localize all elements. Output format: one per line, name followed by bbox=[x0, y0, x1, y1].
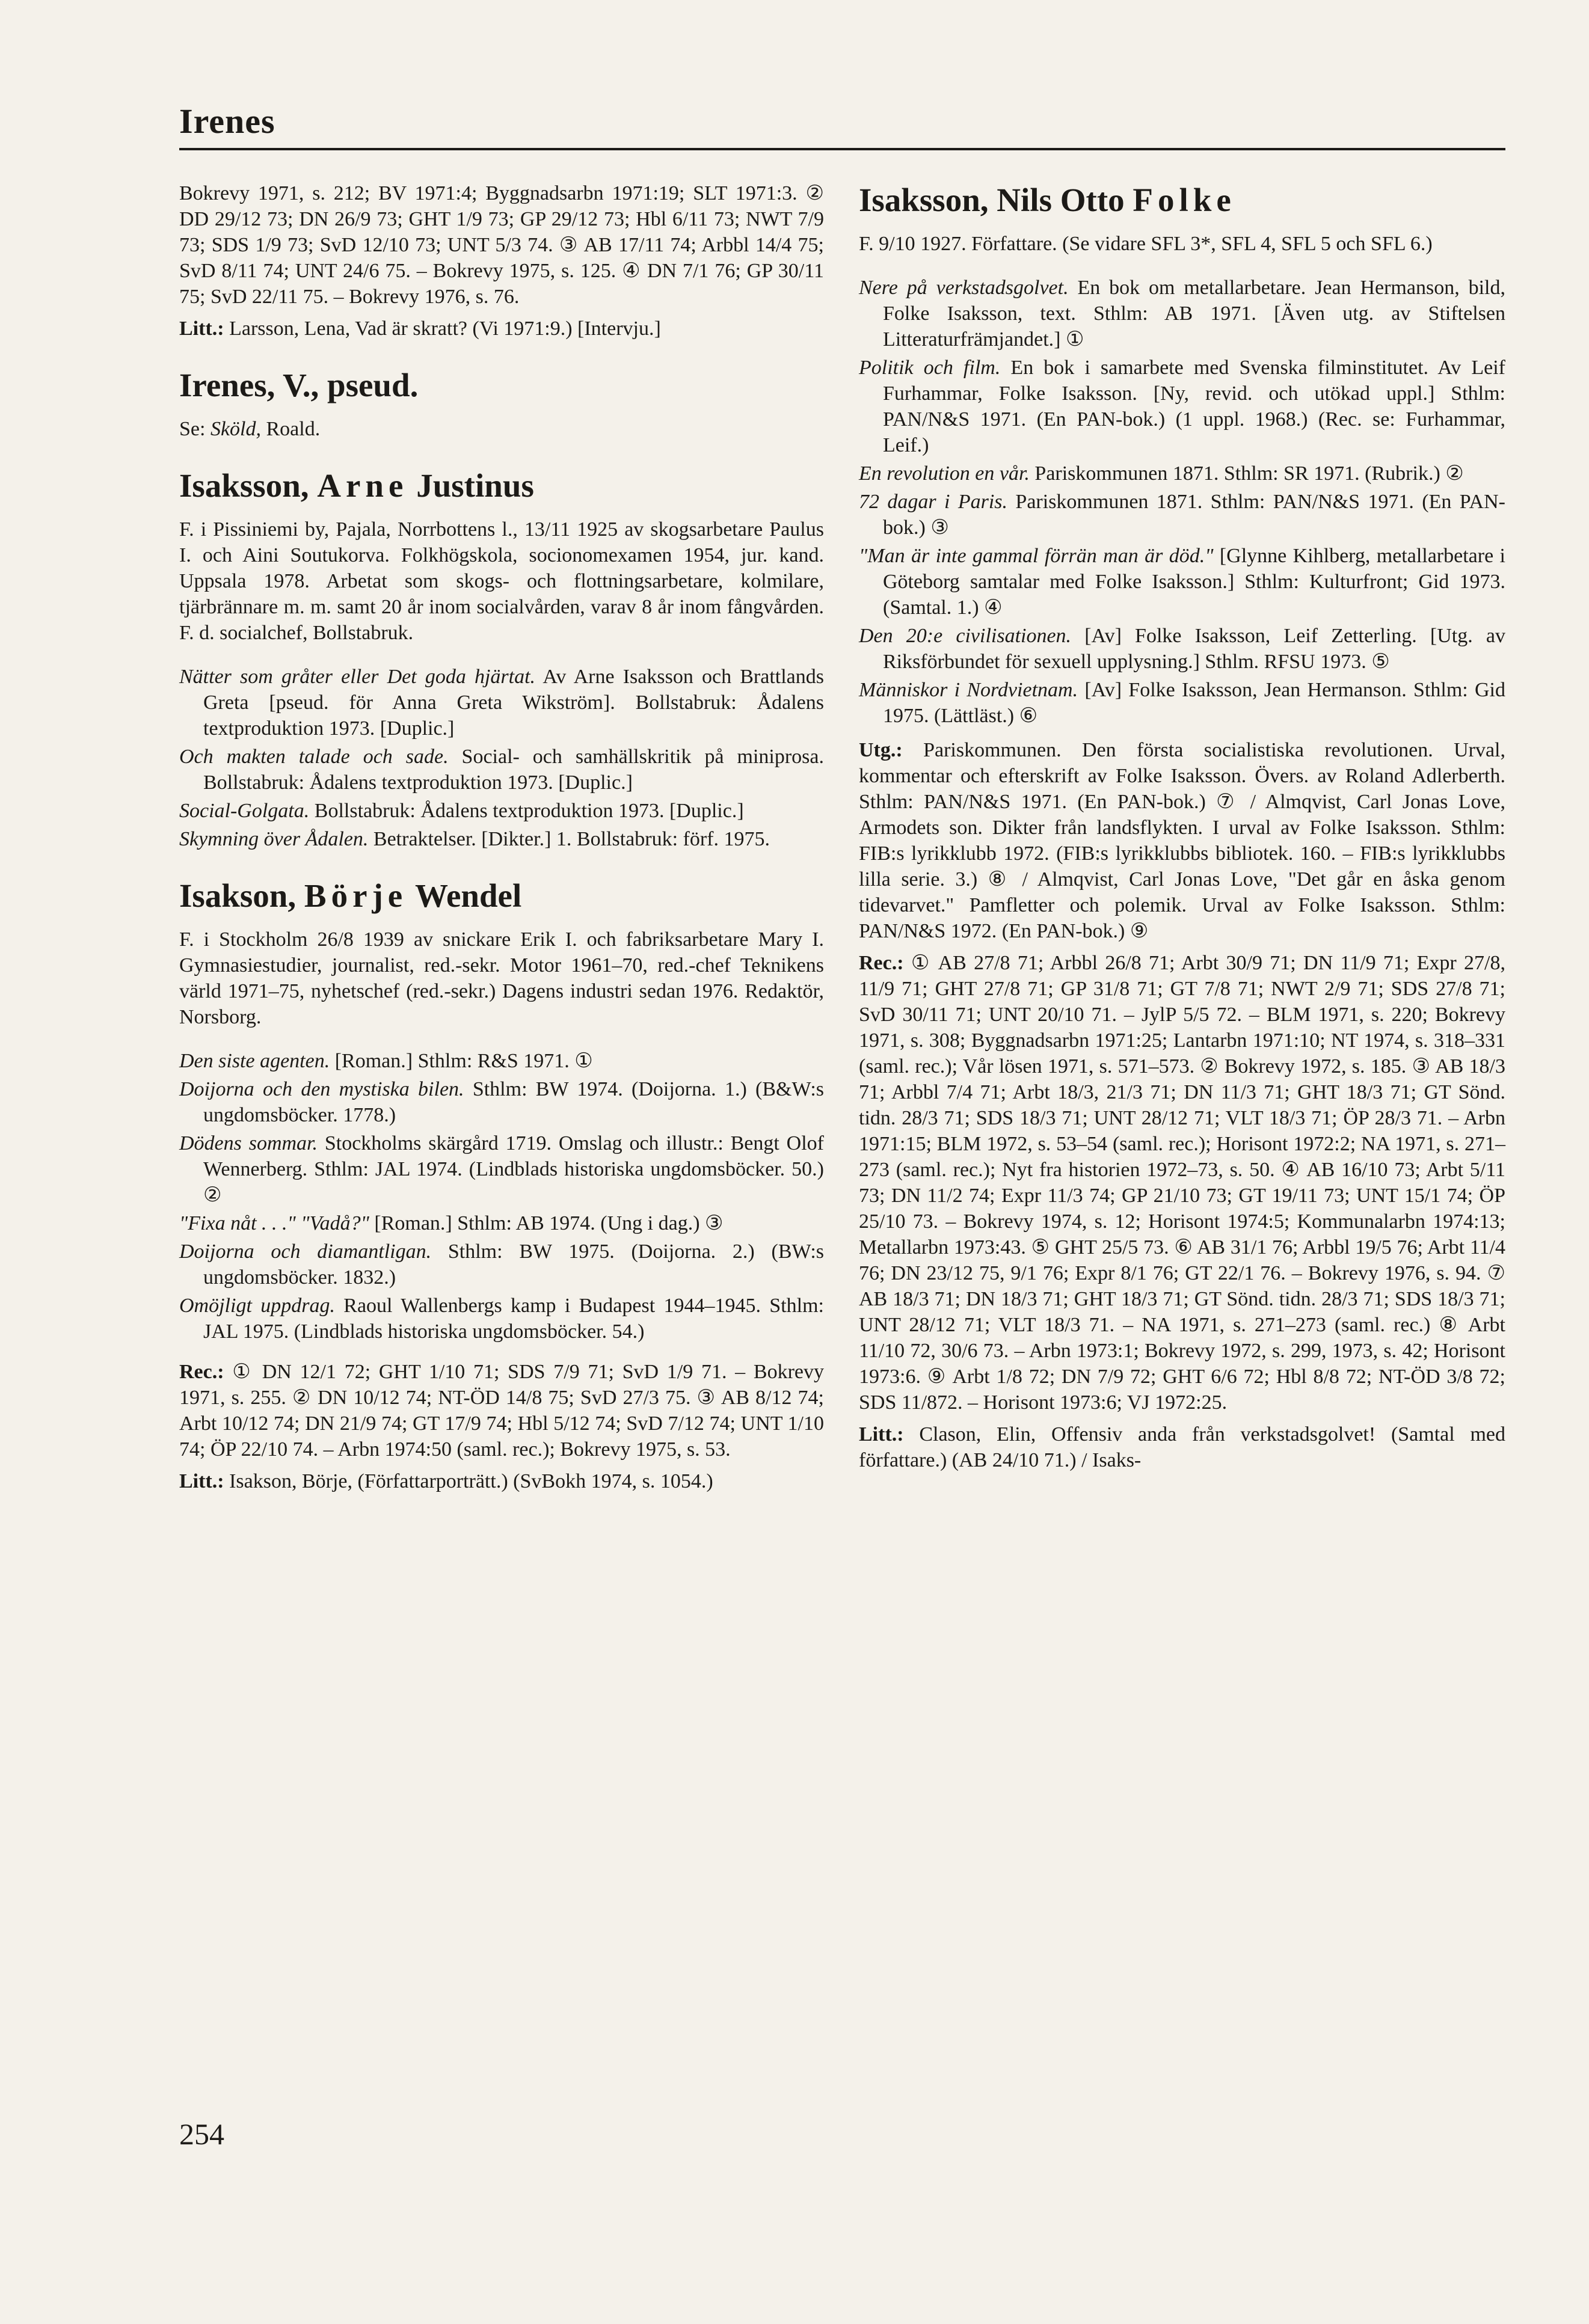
work-item bbox=[179, 798, 824, 824]
work-rest: Bollstabruk: Ådalens textproduktion 1973. [Duplic.] bbox=[309, 800, 744, 822]
litt-text: Larsson, Lena, Vad är skratt? (Vi 1971:9.) [Intervju.] bbox=[224, 317, 661, 340]
work-title: Omöjligt uppdrag. bbox=[179, 1295, 335, 1317]
title-pre: Isaksson, bbox=[179, 467, 318, 504]
folke-litt bbox=[859, 1421, 1505, 1473]
work-title: Social-Golgata. bbox=[179, 800, 310, 822]
title-pre: Isakson, bbox=[179, 877, 304, 914]
spacer bbox=[179, 1036, 824, 1048]
work-title: Skymning över Ådalen. bbox=[179, 828, 369, 850]
work-rest: En bok om metallarbetare. Jean Hermanson, bild, Folke Isaksson, text. Sthlm: AB 1971. [Även utg. av Stiftelsen Litteraturfrämjandet.] ① bbox=[883, 277, 1505, 351]
title-post: Justinus bbox=[408, 467, 534, 504]
litt-label: Litt.: bbox=[179, 317, 224, 340]
rec-text: ① AB 27/8 71; Arbbl 26/8 71; Arbt 30/9 71; DN 11/9 71; Expr 27/8, 11/9 71; GHT 27/8 71; GP 31/8 71; GT 7/8 71; NWT 2/9 71; SDS 27/8 71; SvD 30/11 71; UNT 20/10 71. – JylP 5/5 72. – BLM 1971, s. 220; Bokrevy 1971, s. 308; Byggnadsarbn 1971:25; Lantarbn 1971:10; NT 1974, s. 318–331 (saml. rec.); Vår lösen 1971, s. 571–573. ② Bokrevy 1972, s. 185. ③ AB 18/3 71; Arbbl 7/4 71; Arbt 18/3, 21/3 71; DN 11/3 71; GHT 18/3 71; GT Sönd. tidn. 28/3 71; SDS 18/3 71; UNT 28/12 71; VLT 18/3 71; ÖP 28/3 71. – Arbn 1971:15; BLM 1972, s. 53–54 (saml. rec.); Horisont 1972:2; NA 1971, s. 271–273 (saml. rec.); Nyt fra historien 1972–73, s. 50. ④ AB 16/10 73; Arbt 5/11 73; DN 11/2 74; Expr 11/3 74; GP 21/10 73; GT 19/11 73; UNT 15/1 74; ÖP 25/10 73. – Bokrevy 1974, s. 12; Horisont 1974:5; Kommunalarbn 1974:13; Metallarbn 1973:43. ⑤ GHT 25/5 73. ⑥ AB 31/1 76; Arbbl 19/5 76; Arbt 11/4 76; DN 23/12 75, 9/1 76; Expr 8/1 76; GT 22/1 76. – Bokrevy 1976, s. 94. ⑦ AB 18/3 71; DN 18/3 71; GHT 18/3 71; GT Sönd. tidn. 28/3 71; SDS 18/3 71; UNT 28/12 71; VLT 18/3 71. – NA 1971, s. 271–273 (saml. rec.) ⑧ Arbt 11/10 72, 30/6 73. – Arbn 1973:1; Bokrevy 1972, s. 299, 1973, s. 42; Horisont 1973:6. ⑨ Arbt 1/8 72; DN 7/9 72; GHT 6/6 72; Hbl 8/8 72; NT-ÖD 3/8 72; SDS 11/872. – Horisont 1973:6; VJ 1972:25. bbox=[859, 952, 1505, 1414]
spacer bbox=[179, 652, 824, 664]
work-item bbox=[859, 275, 1505, 352]
folke-utg bbox=[859, 737, 1505, 944]
rec-label: Rec.: bbox=[859, 952, 904, 974]
work-item bbox=[179, 1239, 824, 1290]
irenes-continuation: Bokrevy 1971, s. 212; BV 1971:4; Byggnadsarbn 1971:19; SLT 1971:3. ② DD 29/12 73; DN 26/9 73; GHT 1/9 73; GP 29/12 73; Hbl 6/11 73; NWT 7/9 73; SDS 1/9 73; SvD 12/10 73; UNT 5/3 74. ③ AB 17/11 74; Arbbl 14/4 75; SvD 8/11 74; UNT 24/6 75. – Bokrevy 1975, s. 125. ④ DN 7/1 76; GP 30/11 75; SvD 22/11 75. – Bokrevy 1976, s. 76. bbox=[179, 182, 824, 308]
work-item bbox=[179, 1076, 824, 1128]
work-item bbox=[179, 1048, 824, 1074]
work-rest: Raoul Wallenbergs kamp i Budapest 1944–1945. Sthlm: JAL 1975. (Lindblads historiska ungdomsböcker. 54.) bbox=[203, 1295, 824, 1343]
work-rest: Betraktelser. [Dikter.] 1. Bollstabruk: förf. 1975. bbox=[368, 828, 770, 850]
entry-title-folke bbox=[859, 180, 1505, 220]
work-rest: En bok i samarbete med Svenska filminstitutet. Av Leif Furhammar, Folke Isaksson. [Ny, revid. och utökad uppl.] Sthlm: PAN/N&S 1971. (En PAN-bok.) (1 uppl. 1968.) (Rec. se: Furhammar, Leif.) bbox=[883, 357, 1505, 456]
litt-text: Isakson, Börje, (Författarporträtt.) (SvBokh 1974, s. 1054.) bbox=[224, 1470, 713, 1492]
work-item bbox=[859, 461, 1505, 486]
see-rest: Roald. bbox=[261, 418, 321, 440]
spacer bbox=[859, 731, 1505, 737]
work-title: Doijorna och den mystiska bilen. bbox=[179, 1078, 464, 1100]
entry-title-borje bbox=[179, 876, 824, 916]
see-name: Sköld, bbox=[210, 418, 261, 440]
work-title: En revolution en vår. bbox=[859, 462, 1030, 485]
litt-text: Clason, Elin, Offensiv anda från verkstadsgolvet! (Samtal med författare.) (AB 24/10 71.) / Isaks- bbox=[859, 1423, 1505, 1471]
work-title: Politik och film. bbox=[859, 357, 1001, 379]
work-item bbox=[859, 623, 1505, 675]
work-rest: Stockholms skärgård 1719. Omslag och illustr.: Bengt Olof Wennerberg. Sthlm: JAL 1974. (Lindblads historiska ungdomsböcker. 50.) ② bbox=[203, 1132, 824, 1206]
arne-bio: F. i Pissiniemi by, Pajala, Norrbottens l., 13/11 1925 av skogsarbetare Paulus I. och Aini Soutukorva. Folkhögskola, socionomexamen 1954, jur. kand. Uppsala 1978. Arbetat som skogs- och flottningsarbetare, kolmilare, tjärbrännare m. m. samt 20 år inom socialvården, varav 8 år inom fångvården. F. d. socialchef, Bollstabruk. bbox=[179, 518, 824, 644]
borje-litt bbox=[179, 1468, 824, 1494]
work-item bbox=[179, 1293, 824, 1344]
rec-text: ① DN 12/1 72; GHT 1/10 71; SDS 7/9 71; SvD 1/9 71. – Bokrevy 1971, s. 255. ② DN 10/12 74; NT-ÖD 14/8 75; SvD 27/3 75. ③ AB 8/12 74; Arbt 10/12 74; DN 21/9 74; GT 17/9 74; Hbl 5/12 74; SvD 7/12 74; UNT 1/10 74; ÖP 22/10 74. – Arbn 1974:50 (saml. rec.); Bokrevy 1975, s. 53. bbox=[179, 1361, 824, 1461]
work-item bbox=[179, 664, 824, 741]
litt-label: Litt.: bbox=[859, 1423, 904, 1446]
work-title: Människor i Nordvietnam. bbox=[859, 679, 1078, 701]
utg-text: Pariskommunen. Den första socialistiska revolutionen. Urval, kommentar och efterskrift av Folke Isaksson. Övers. av Roland Adlerberth. Sthlm: PAN/N&S 1971. (En PAN-bok.) ⑦ / Almqvist, Carl Jonas Love, Armodets son. Dikter från landsflykten. I urval av Folke Isaksson. Sthlm: FIB:s lyrikklubb 1972. (FIB:s lyrikklubbs bibliotek. 160. – FIB:s lyrikklubbs lilla serie. 3.) ⑧ / Almqvist, Carl Jonas Love, "Det går en åska genom tidevarvet." Pamfletter och polemik. Urval av Folke Isaksson. Sthlm: PAN/N&S 1972. (En PAN-bok.) ⑨ bbox=[859, 739, 1505, 942]
work-title: "Man är inte gammal förrän man är död." bbox=[859, 545, 1214, 567]
work-rest: [Av] Folke Isaksson, Jean Hermanson. Sthlm: Gid 1975. (Lättläst.) ⑥ bbox=[883, 679, 1505, 727]
work-rest: [Roman.] Sthlm: R&S 1971. ① bbox=[330, 1050, 593, 1072]
entry-title-irenes-v: Irenes, V., pseud. bbox=[179, 367, 419, 403]
spacer bbox=[179, 1347, 824, 1359]
work-title: Doijorna och diamantligan. bbox=[179, 1240, 432, 1263]
work-rest: Sthlm: BW 1975. (Doijorna. 2.) (BW:s ungdomsböcker. 1832.) bbox=[203, 1240, 825, 1289]
irenes-v-see bbox=[179, 416, 824, 442]
work-item bbox=[179, 744, 824, 796]
title-spaced: Börje bbox=[304, 877, 408, 914]
work-rest: Av Arne Isaksson och Brattlands Greta [pseud. för Anna Greta Wikström]. Bollstabruk: Ådalens textproduktion 1973. [Duplic.] bbox=[203, 666, 824, 740]
work-title: Nätter som gråter eller Det goda hjärtat. bbox=[179, 666, 536, 688]
work-rest: [Glynne Kihlberg, metallarbetare i Göteborg samtalar med Folke Isaksson.] Sthlm: Kulturfront; Gid 1973. (Samtal. 1.) ④ bbox=[883, 545, 1505, 619]
work-rest: [Roman.] Sthlm: AB 1974. (Ung i dag.) ③ bbox=[369, 1212, 724, 1234]
page-number: 254 bbox=[179, 2117, 224, 2151]
work-title: Den siste agenten. bbox=[179, 1050, 330, 1072]
see-prefix: Se: bbox=[179, 418, 211, 440]
left-column bbox=[179, 180, 824, 1500]
work-rest: [Av] Folke Isaksson, Leif Zetterling. [Utg. av Riksförbundet för sexuell upplysning.] Sthlm. RFSU 1973. ⑤ bbox=[883, 625, 1505, 673]
work-rest: Pariskommunen 1871. Sthlm: SR 1971. (Rubrik.) ② bbox=[1029, 462, 1464, 485]
work-title: Dödens sommar. bbox=[179, 1132, 318, 1154]
entry-title-arne bbox=[179, 466, 824, 506]
title-spaced: Arne bbox=[317, 467, 408, 504]
work-item bbox=[859, 355, 1505, 458]
work-item bbox=[859, 677, 1505, 729]
title-pre: Isaksson, Nils Otto bbox=[859, 182, 1133, 218]
work-item bbox=[179, 1210, 824, 1236]
work-rest: Sthlm: BW 1974. (Doijorna. 1.) (B&W:s ungdomsböcker. 1778.) bbox=[203, 1078, 825, 1126]
litt-label: Litt.: bbox=[179, 1470, 224, 1492]
work-item bbox=[179, 1130, 824, 1208]
work-title: Nere på verkstadsgolvet. bbox=[859, 277, 1069, 299]
work-item bbox=[859, 543, 1505, 621]
work-rest: Pariskommunen 1871. Sthlm: PAN/N&S 1971. (En PAN-bok.) ③ bbox=[883, 491, 1505, 539]
folke-bio: F. 9/10 1927. Författare. (Se vidare SFL 3*, SFL 4, SFL 5 och SFL 6.) bbox=[859, 233, 1433, 255]
folke-rec bbox=[859, 950, 1505, 1415]
right-column bbox=[859, 180, 1505, 1479]
header-rule bbox=[179, 148, 1505, 150]
borje-rec bbox=[179, 1359, 824, 1462]
rec-label: Rec.: bbox=[179, 1361, 224, 1383]
irenes-litt bbox=[179, 316, 824, 342]
work-title: Och makten talade och sade. bbox=[179, 746, 449, 768]
utg-label: Utg.: bbox=[859, 739, 903, 761]
borje-bio: F. i Stockholm 26/8 1939 av snickare Erik I. och fabriksarbetare Mary I. Gymnasiestudier, journalist, red.-sekr. Motor 1961–70, red.-chef Teknikens värld 1971–75, nyhetschef (red.-sekr.) Dagens industri sedan 1976. Redaktör, Norsborg. bbox=[179, 928, 824, 1028]
title-post: Wendel bbox=[407, 877, 522, 914]
work-title: 72 dagar i Paris. bbox=[859, 491, 1008, 513]
spacer bbox=[859, 263, 1505, 275]
work-item bbox=[859, 489, 1505, 541]
work-title: Den 20:e civilisationen. bbox=[859, 625, 1072, 647]
work-title: "Fixa nåt . . ." "Vadå?" bbox=[179, 1212, 369, 1234]
work-rest: Social- och samhällskritik på miniprosa. Bollstabruk: Ådalens textproduktion 1973. [Duplic.] bbox=[203, 746, 824, 794]
running-head: Irenes bbox=[179, 102, 275, 141]
title-spaced: Folke bbox=[1133, 182, 1236, 218]
work-item bbox=[179, 826, 824, 852]
